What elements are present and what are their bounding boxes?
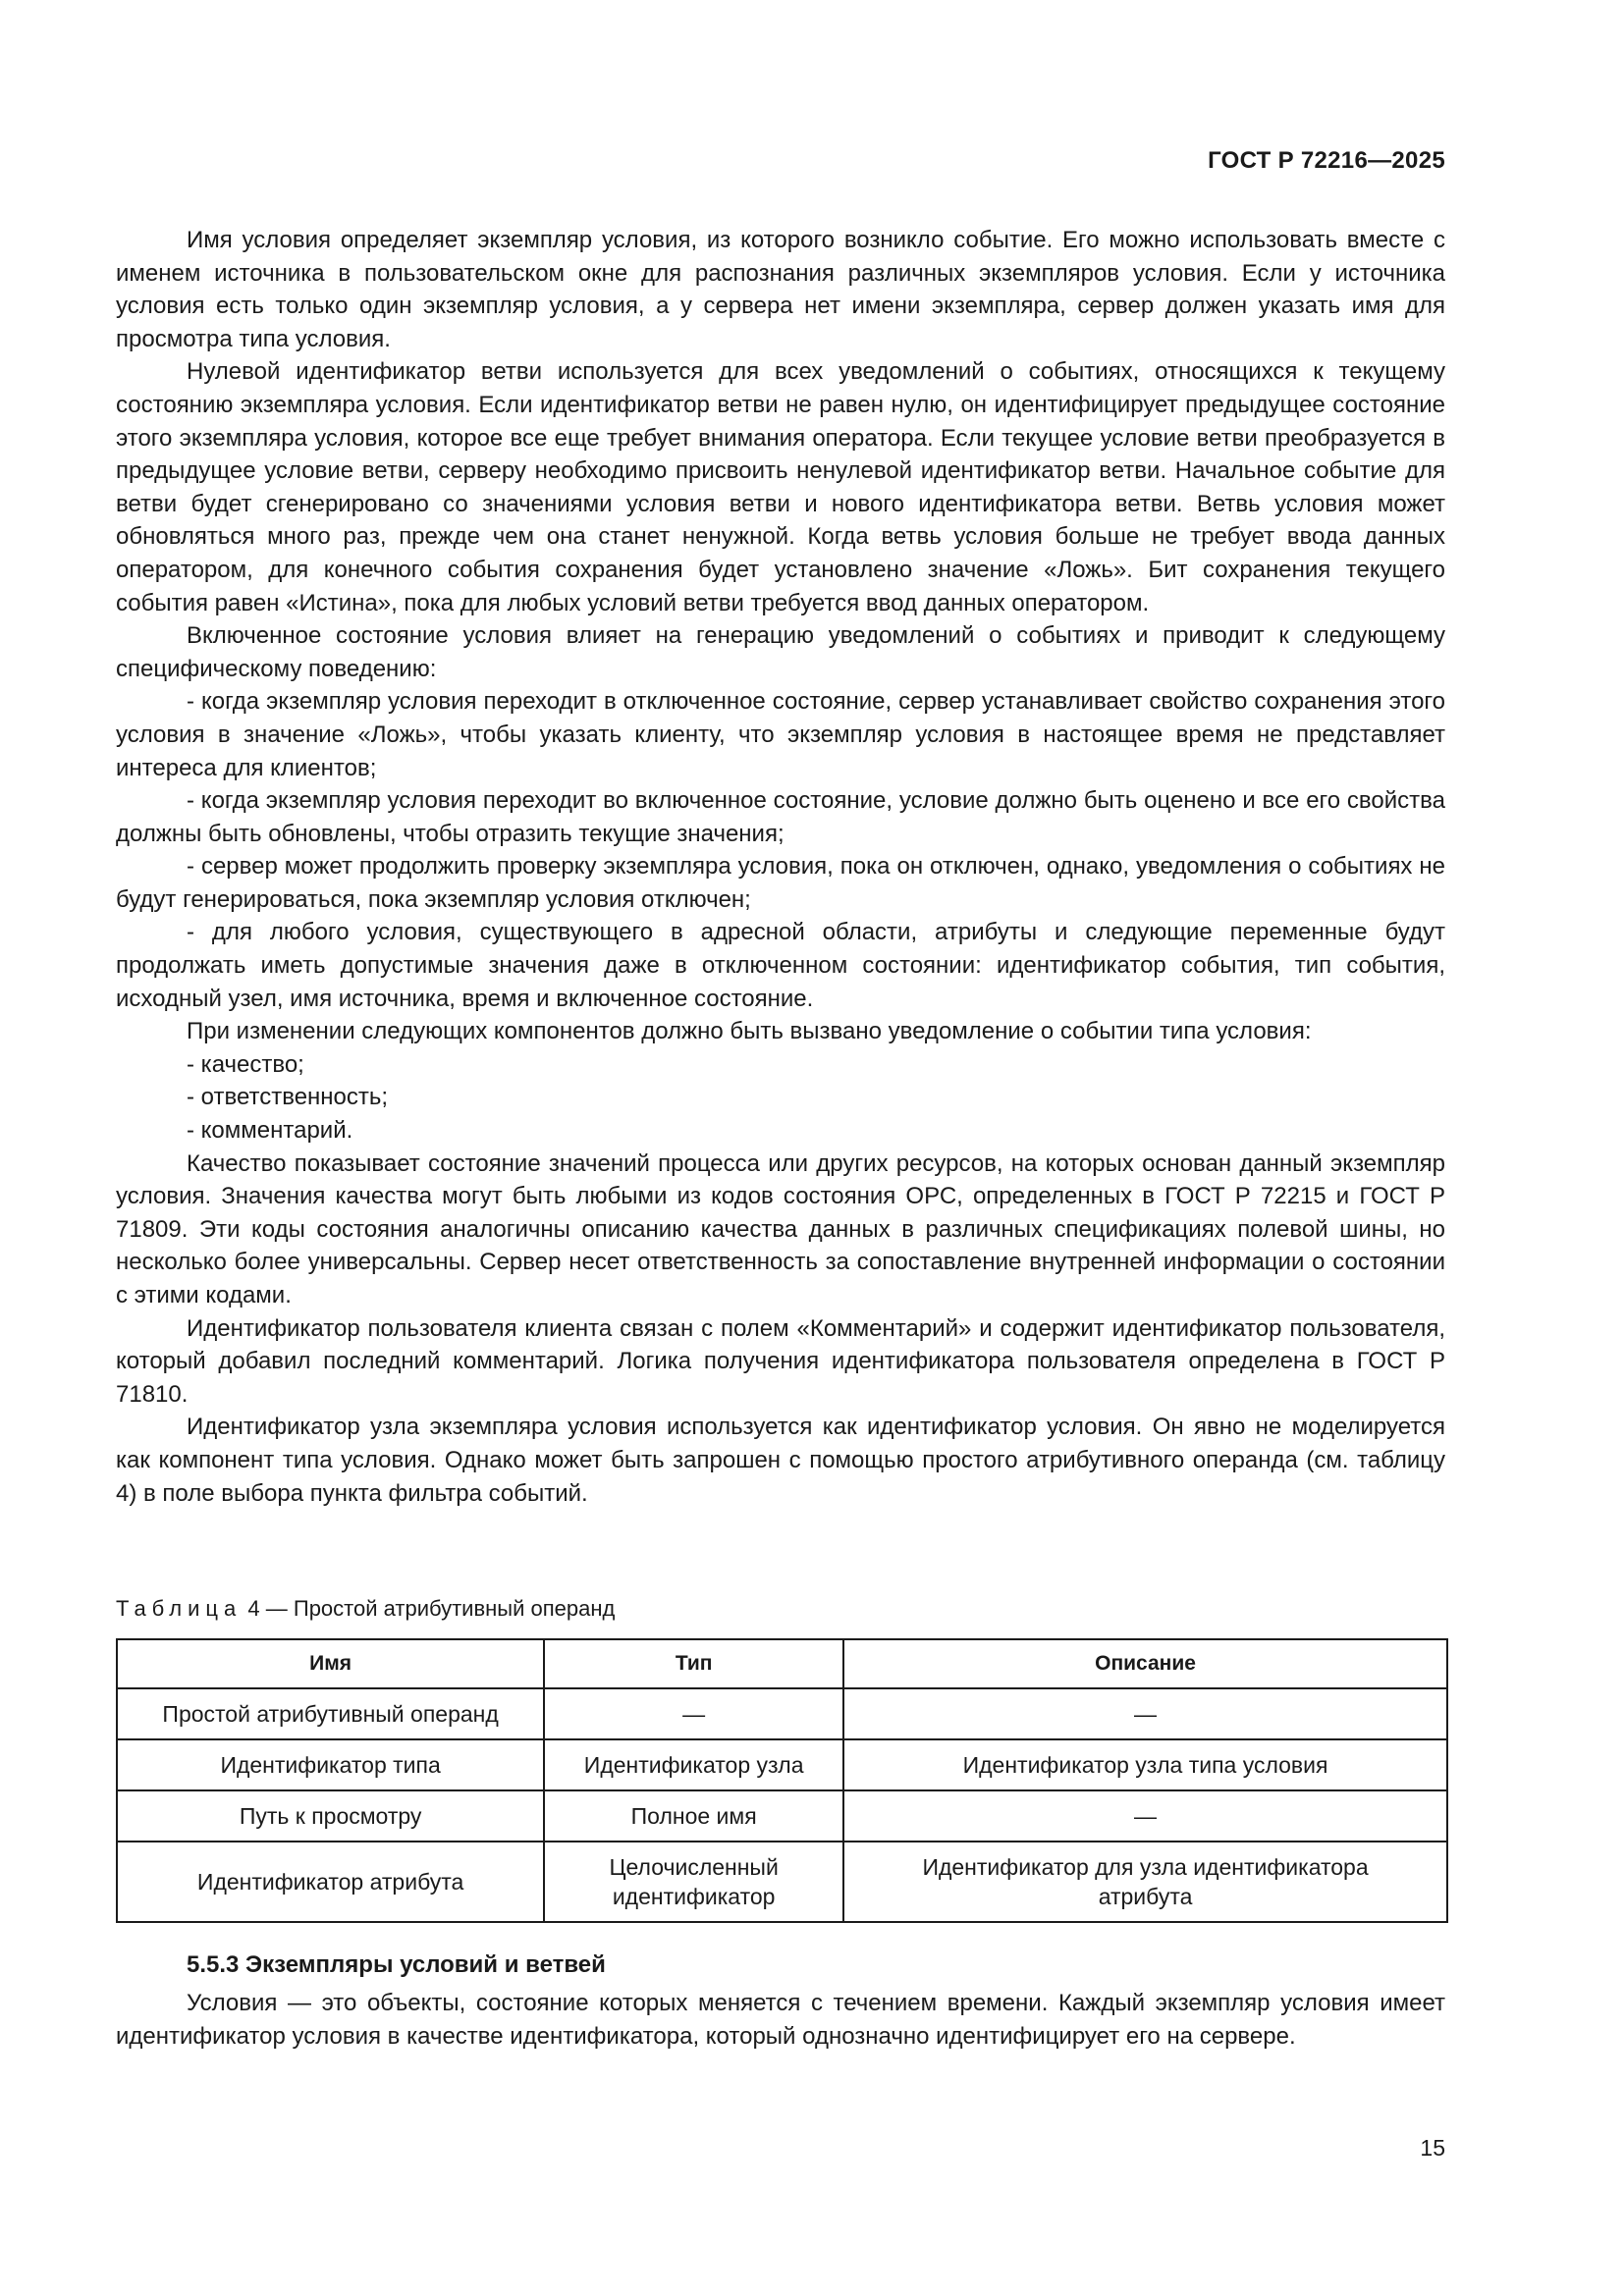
paragraph-condition-name: Имя условия определяет экземпляр условия, из которого возникло событие. Его можно использовать вместе с именем источника в пользовательском окне для распознания различных экземпляров условия. Если у источника условия есть только один экземпляр условия, а у сервера нет имени экземпляра, сервер должен указать имя для просмотра типа условия.: [116, 227, 1445, 352]
section-text: [116, 1987, 1445, 2053]
table-row: [117, 1842, 1447, 1922]
list-item-responsibility: - ответственность;: [187, 1084, 389, 1111]
table-cell: Идентификатор для узла идентификатора атрибута: [843, 1842, 1447, 1922]
paragraph-node-id: Идентификатор узла экземпляра условия используется как идентификатор условия. Он явно не моделируется как компонент типа условия. Однако может быть запрошен с помощью простого атрибутивного операнда (см. таблицу 4) в поле выбора пункта фильтра событий.: [116, 1414, 1445, 1507]
paragraph-enabled-state: Включенное состояние условия влияет на генерацию уведомлений о событиях и приводит к следующему специфическому поведению:: [116, 622, 1445, 682]
table-row: [117, 1739, 1447, 1790]
paragraph-quality: Качество показывает состояние значений процесса или других ресурсов, на которых основан данный экземпляр условия. Значения качества могут быть любыми из кодов состояния ОРС, определенных в ГОСТ Р 72215 и ГОСТ Р 71809. Эти коды состояния аналогичны описанию качества данных в различных спецификациях полевой шины, но несколько более универсальны. Сервер несет ответственность за сопоставление внутренней информации о состоянии с этими кодами.: [116, 1149, 1445, 1308]
table-cell: Целочисленный идентификатор: [544, 1842, 843, 1922]
list-item-enabled: - когда экземпляр условия переходит во включенное состояние, условие должно быть оценено и все его свойства должны быть обновлены, чтобы отразить текущие значения;: [116, 787, 1445, 847]
table-cell: —: [843, 1688, 1447, 1739]
table-cell: Путь к просмотру: [117, 1790, 544, 1842]
table-header-type: Тип: [544, 1639, 843, 1688]
list-item-server-check: - сервер может продолжить проверку экземпляра условия, пока он отключен, однако, уведомления о событиях не будут генерироваться, пока экземпляр условия отключен;: [116, 853, 1445, 913]
table-header-name: Имя: [117, 1639, 544, 1688]
paragraph-branch-id: Нулевой идентификатор ветви используется для всех уведомлений о событиях, относящихся к текущему состоянию экземпляра условия. Если идентификатор ветви не равен нулю, он идентифицирует предыдущее состояние этого экземпляра условия, которое все еще требует внимания оператора. Если текущее условие ветви преобразуется в предыдущее условие ветви, серверу необходимо присвоить ненулевой идентификатор ветви. Начальное событие для ветви будет сгенерировано со значениями условия ветви и нового идентификатора ветви. Ветвь условия может обновляться много раз, прежде чем она станет ненужной. Когда ветвь условия больше не требует ввода данных оператором, для конечного события сохранения будет установлено значение «Ложь». Бит сохранения текущего события равен «Истина», пока для любых условий ветви требуется ввод данных оператором.: [116, 358, 1445, 616]
table-cell: Идентификатор узла: [544, 1739, 843, 1790]
paragraph-client-user-id: Идентификатор пользователя клиента связан с полем «Комментарий» и содержит идентификатор пользователя, который добавил последний комментарий. Логика получения идентификатора пользователя определена в ГОСТ Р 71810.: [116, 1314, 1445, 1408]
table-cell: Идентификатор атрибута: [117, 1842, 544, 1922]
table-cell: —: [843, 1790, 1447, 1842]
attribute-operand-table: [116, 1638, 1448, 1923]
table-caption: [116, 1596, 615, 1622]
table-cell: —: [544, 1688, 843, 1739]
table-header-row: [117, 1639, 1447, 1688]
table-caption-text: — Простой атрибутивный операнд: [265, 1596, 616, 1621]
section-title: 5.5.3 Экземпляры условий и ветвей: [187, 1951, 606, 1978]
paragraph-conditions: Условия — это объекты, состояние которых меняется с течением времени. Каждый экземпляр условия имеет идентификатор условия в качестве идентификатора, который однозначно идентифицирует его на сервере.: [116, 1990, 1445, 2050]
table-row: [117, 1790, 1447, 1842]
table-row: [117, 1688, 1447, 1739]
table-cell: Полное имя: [544, 1790, 843, 1842]
table-caption-number: 4: [247, 1596, 260, 1621]
table-caption-label: Таблица: [116, 1596, 243, 1621]
table-cell: Простой атрибутивный операнд: [117, 1688, 544, 1739]
list-item-comment: - комментарий.: [187, 1117, 353, 1145]
table-cell: Идентификатор узла типа условия: [843, 1739, 1447, 1790]
paragraph-notification-components: При изменении следующих компонентов должно быть вызвано уведомление о событии типа условия:: [187, 1018, 1312, 1045]
table-cell: Идентификатор типа: [117, 1739, 544, 1790]
list-item-disabled: - когда экземпляр условия переходит в отключенное состояние, сервер устанавливает свойство сохранения этого условия в значение «Ложь», чтобы указать клиенту, что экземпляр условия в настоящее время не представляет интереса для клиентов;: [116, 688, 1445, 781]
page-number: 15: [1420, 2135, 1445, 2161]
list-item-attributes: - для любого условия, существующего в адресной области, атрибуты и следующие переменные будут продолжать иметь допустимые значения даже в отключенном состоянии: идентификатор события, тип события, исходный узел, имя источника, время и включенное состояние.: [116, 919, 1445, 1012]
document-id-header: ГОСТ Р 72216—2025: [1208, 147, 1445, 174]
body-text: [116, 224, 1445, 1510]
list-item-quality: - качество;: [187, 1050, 304, 1078]
table-header-description: Описание: [843, 1639, 1447, 1688]
